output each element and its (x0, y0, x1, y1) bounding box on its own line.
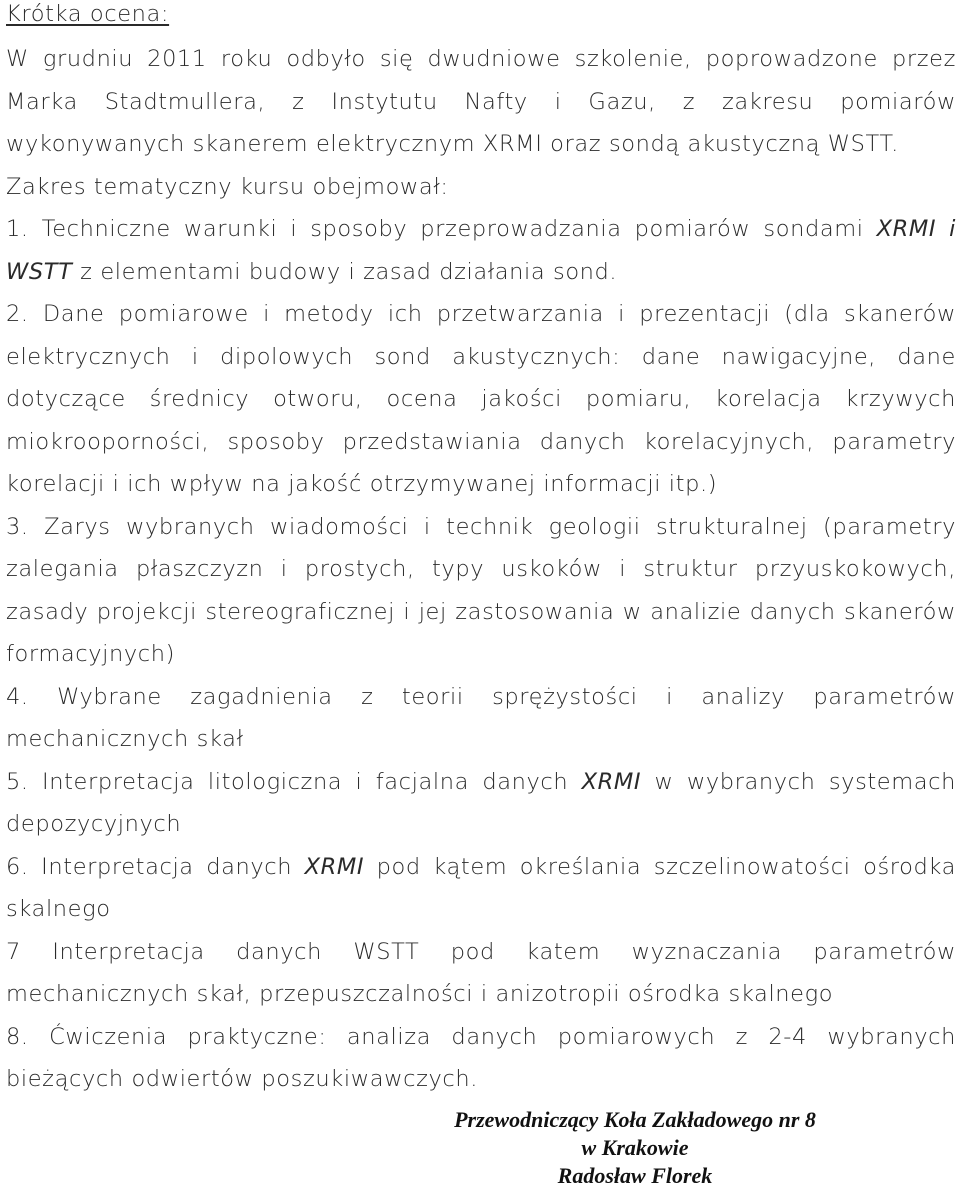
signature-location: w Krakowie (581, 1135, 689, 1160)
signature-title: Przewodniczący Koła Zakładowego nr 8 (454, 1107, 816, 1132)
list-item-2: 2. Dane pomiarowe i metody ich przetwarzania i prezentacji (dla skanerów elektrycznych i dipolowych sond akustycznych: dane nawigacyjne, dane dotyczące średnicy otworu, ocena jakości pomiaru, korelacja krzywych miokrooporności, sposoby przedstawiania danych korelacyjnych, parametry korelacji i ich wpływ na jakość otrzymywanej informacji itp.) (6, 301, 956, 497)
list-item-1: 1. Techniczne warunki i sposoby przeprowadzania pomiarów sondami XRMI i WSTT z elementami budowy i zasad działania sond. (6, 216, 956, 285)
signature-block (420, 1106, 850, 1190)
list-item-8: 8. Ćwiczenia praktyczne: analiza danych pomiarowych z 2-4 wybranych bieżących odwiertów poszukiwawczych. (6, 1023, 956, 1092)
section-heading: Krótka ocena: (6, 1, 170, 27)
list-item-3: 3. Zarys wybranych wiadomości i technik geologii strukturalnej (parametry zalegania płaszczyzn i prostych, typy uskoków i struktur przyuskokowych, zasady projekcji stereograficznej i jej zastosowania w analizie danych skanerów formacyjnych) (6, 513, 956, 667)
list-item-6: 6. Interpretacja danych XRMI pod kątem określania szczelinowatości ośrodka skalnego (6, 853, 956, 922)
scope-intro: Zakres tematyczny kursu obejmował: (6, 173, 449, 200)
list-item-5: 5. Interpretacja litologiczna i facjalna danych XRMI w wybranych systemach depozycyjnych (6, 768, 956, 837)
list-item-4: 4. Wybrane zagadnienia z teorii sprężystości i analizy parametrów mechanicznych skał (6, 683, 956, 752)
intro-paragraph: W grudniu 2011 roku odbyło się dwudniowe szkolenie, poprowadzone przez Marka Stadtmullera, z Instytutu Nafty i Gazu, z zakresu pomiarów wykonywanych skanerem elektrycznym XRMI oraz sondą akustyczną WSTT. (6, 46, 956, 157)
document-body (6, 0, 956, 1101)
list-item-7: 7 Interpretacja danych WSTT pod katem wyznaczania parametrów mechanicznych skał, przepuszczalności i anizotropii ośrodka skalnego (6, 938, 956, 1007)
signature-name: Radosław Florek (557, 1163, 713, 1188)
